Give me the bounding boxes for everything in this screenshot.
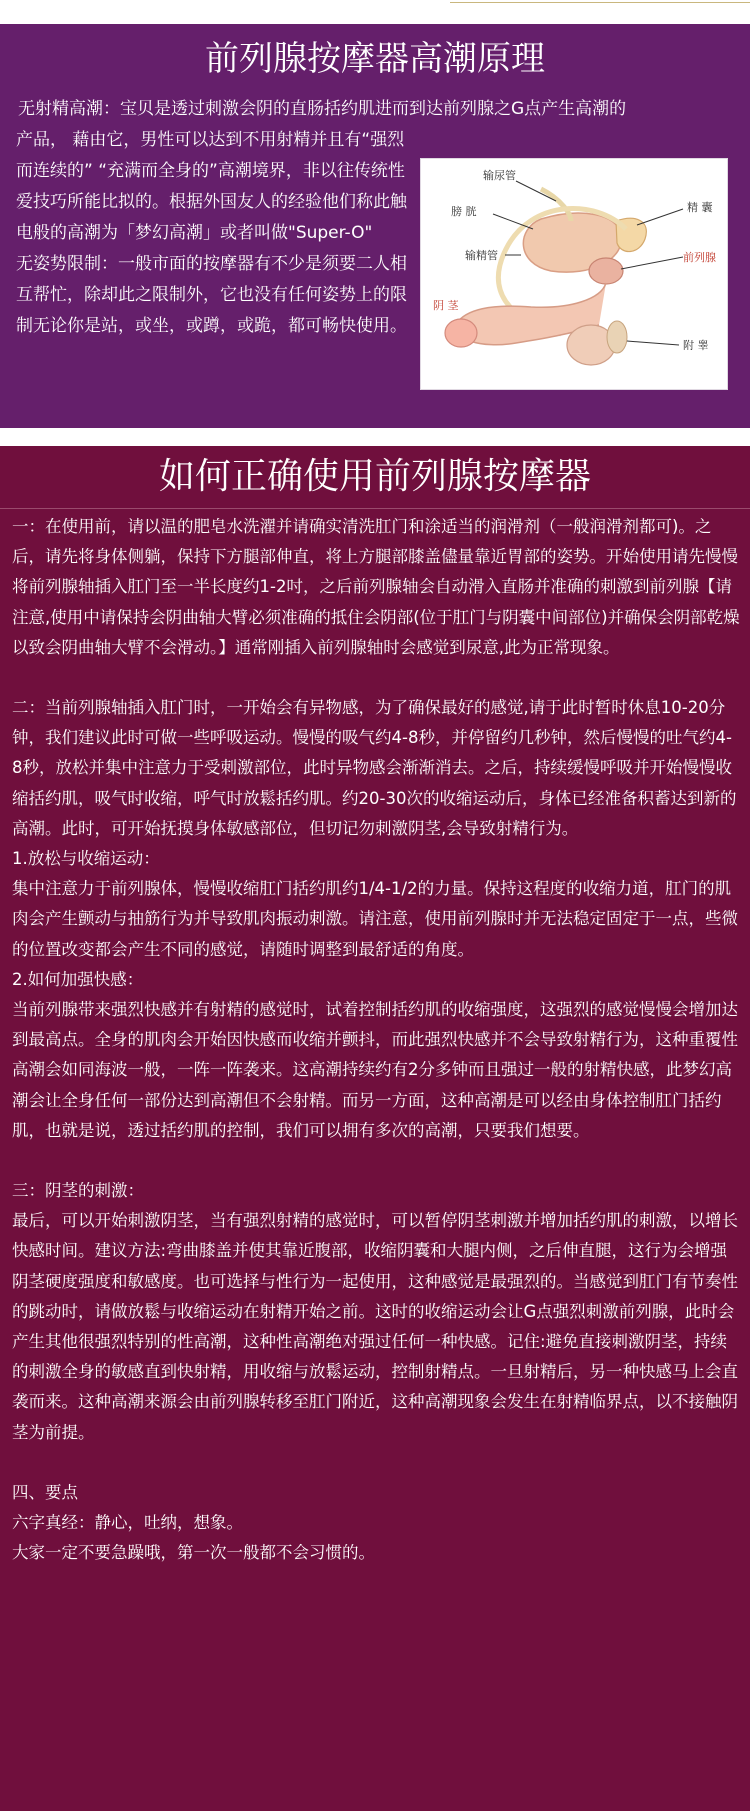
usage-body [12,512,740,1569]
usage-paragraph: 四、要点 [12,1482,78,1502]
usage-paragraph: 三：阴茎的刺激： [12,1181,144,1201]
label-testis: 附 睾 [683,339,709,352]
paragraph-spacer [12,1448,740,1478]
principle-lead-line: 无射精高潮：宝贝是透过刺激会阴的直肠括约肌进而到达前列腺之G点产生高潮的 [18,99,627,119]
label-penis: 阴 茎 [433,299,459,312]
epididymis-shape [607,321,627,353]
prostate-shape [589,258,623,284]
glans-shape [445,319,477,347]
usage-paragraph: 一：在使用前，请以温的肥皂水洗濯并请确实清洗肛门和涂适当的润滑剂（一般润滑剂都可)。之后，请先将身体侧躺，保持下方腿部伸直，将上方腿部膝盖儘量靠近胃部的姿势。开始使用请先慢慢将前列腺轴插入肛门至一半长度约1-2吋，之后前列腺轴会自动滑入直肠并准确的刺激到前列腺【请注意,使用中请保持会阴曲轴大臂必须准确的抵住会阴部(位于肛门与阴囊中间部位)并确保会阴部乾燥以致会阴曲轴大臂不会滑动。】通常刚插入前列腺轴时会感觉到尿意,此为正常现象。 [12,517,740,657]
label-urinary-tube: 输尿管 [483,169,516,182]
label-prostate: 前列腺 [683,251,716,264]
usage-paragraph: 1.放松与收缩运动： [12,849,160,869]
principle-body-text: 产品， 藉由它，男性可以达到不用射精并且有“强烈而连续的” “充满而全身的”高潮境界，非以往传统性爱技巧所能比拟的。根据外国友人的经验他们称此触电般的高潮为「梦幻高潮」或者叫做"Super-O" 无姿势限制：一般市面的按摩器有不少是须要二人相互帮忙，除却此之限制外，它也没有任何姿势上的限制无论你是站，或坐，或蹲，或跪，都可畅快使用。 [16,130,407,336]
usage-paragraph: 集中注意力于前列腺体，慢慢收缩肛门括约肌约1/4-1/2的力量。保持这程度的收缩力道，肛门的肌肉会产生颤动与抽筋行为并导致肌肉振动刺激。请注意，使用前列腺时并无法稳定固定于一点，些微的位置改变都会产生不同的感觉，请随时调整到最舒适的角度。 [12,879,738,959]
anatomy-illustration [421,159,727,389]
top-strip [0,0,750,24]
usage-paragraph: 二：当前列腺轴插入肛门时，一开始会有异物感，为了确保最好的感觉,请于此时暂时休息10-20分钟，我们建议此时可做一些呼吸运动。慢慢的吸气约4-8秒，并停留约几秒钟，然后慢慢的吐气约4-8秒，放松并集中注意力于受刺激部位，此时异物感会渐渐消去。之后，持续缓慢呼吸并开始慢慢收缩括约肌，吸气时收缩，呼气时放鬆括约肌。约20-30次的收缩运动后，身体已经准备积蓄达到新的高潮。此时，可开始抚摸身体敏感部位，但切记勿刺激阴茎,会导致射精行为。 [12,698,737,838]
principle-title: 前列腺按摩器高潮原理 [205,39,545,79]
label-vas-deferens: 输精管 [465,249,498,262]
anatomy-diagram [420,158,728,390]
usage-title: 如何正确使用前列腺按摩器 [158,456,591,497]
usage-paragraph: 最后，可以开始刺激阴茎，当有强烈射精的感觉时，可以暂停阴茎刺激并增加括约肌的刺激，以增长快感时间。建议方法:弯曲膝盖并使其靠近腹部，收缩阴囊和大腿内侧，之后伸直腿，这行为会增强阴茎硬度强度和敏感度。也可选择与性行为一起使用，这种感觉是最强烈的。当感觉到肛门有节奏性的跳动时，请做放鬆与收缩运动在射精开始之前。这时的收缩运动会让G点强烈刺激前列腺，此时会产生其他很强烈特别的性高潮，这种性高潮绝对强过任何一种快感。记住:避免直接刺激阴茎，持续的刺激全身的敏感直到快射精，用收缩与放鬆运动，控制射精点。一旦射精后，另一种快感马上会直袭而来。这种高潮来源会由前列腺转移至肛门附近，这种高潮现象会发生在射精临界点，以不接触阴茎为前提。 [12,1211,738,1442]
usage-section [0,446,750,1811]
label-seminal-vesicle: 精 囊 [687,201,713,214]
principle-section [0,24,750,428]
section-gap [0,428,750,446]
top-divider-line [450,2,750,3]
paragraph-spacer [12,1146,740,1176]
usage-paragraph: 六字真经：静心，吐纳，想象。 [12,1513,243,1533]
usage-paragraph: 大家一定不要急躁哦，第一次一般都不会习惯的。 [12,1543,375,1563]
usage-paragraph: 当前列腺带来强烈快感并有射精的感觉时，试着控制括约肌的收缩强度，这强烈的感觉慢慢会增加达到最高点。全身的肌肉会开始因快感而收缩并颤抖，而此强烈快感并不会导致射精行为，这种重覆性高潮会如同海波一般，一阵一阵袭来。这高潮持续约有2分多钟而且强过一般的射精快感，此梦幻高潮会让全身任何一部份达到高潮但不会射精。而另一方面，这种高潮是可以经由身体控制肛门括约肌，也就是说，透过括约肌的控制，我们可以拥有多次的高潮，只要我们想要。 [12,1000,738,1140]
usage-paragraph: 2.如何加强快感： [12,969,144,989]
paragraph-spacer [12,663,740,693]
usage-title-divider [0,508,750,509]
label-bladder: 膀 胱 [451,205,477,218]
